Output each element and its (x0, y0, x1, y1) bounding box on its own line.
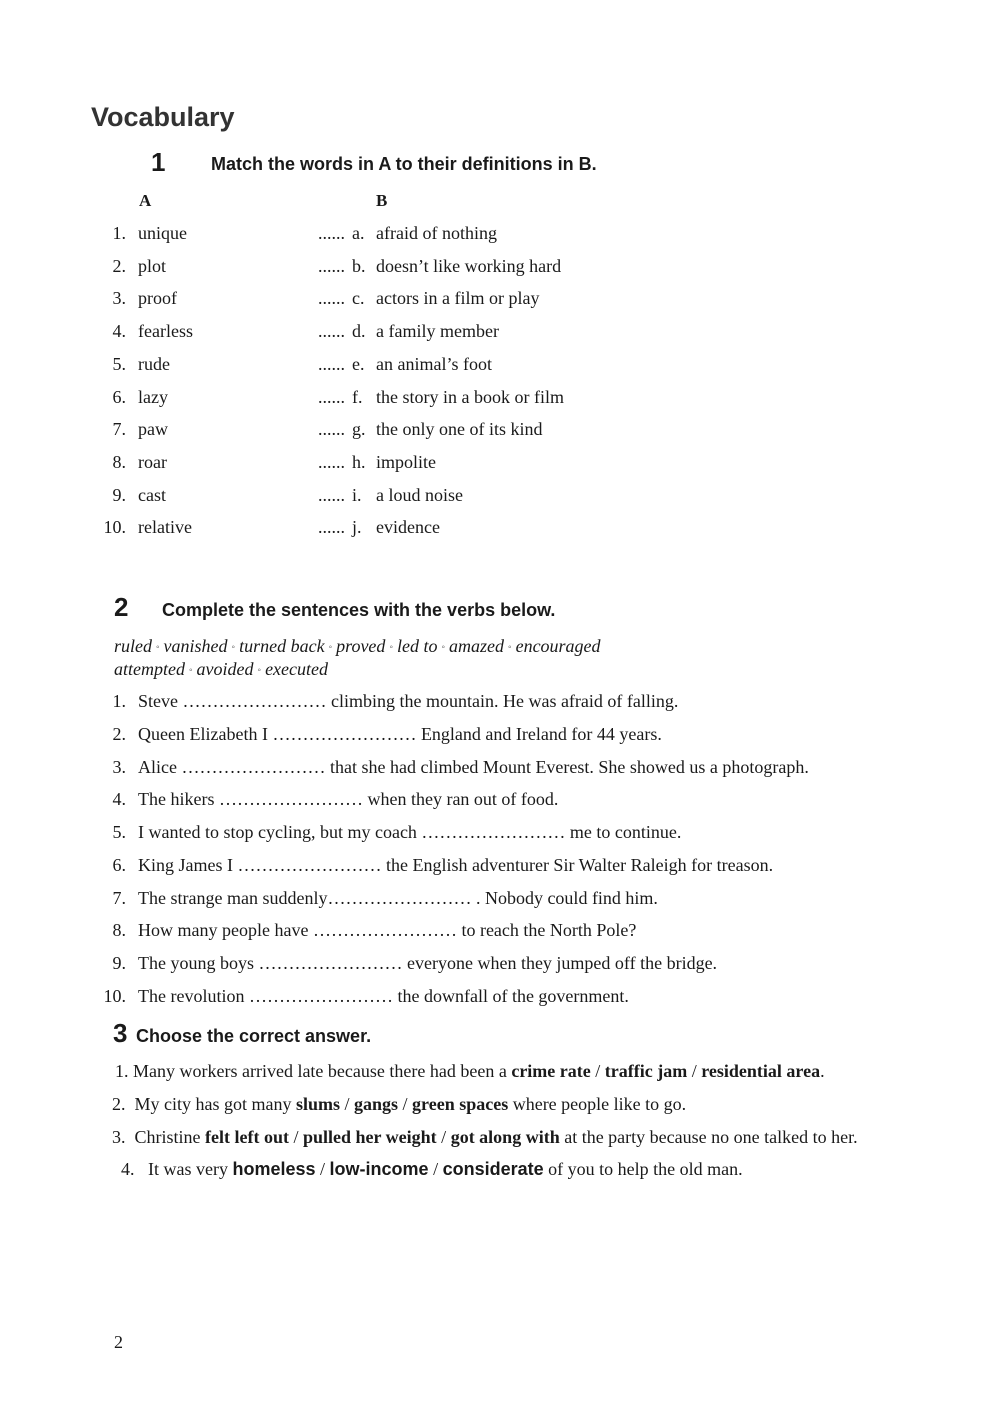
definition: impolite (376, 452, 436, 472)
sentence-number: 5. (112, 822, 126, 842)
question-text-after: at the party because no one talked to her. (564, 1127, 858, 1147)
matching-row (0, 517, 1000, 541)
matching-row (0, 387, 1000, 411)
option-separator: / (344, 1094, 350, 1114)
option-separator: / (691, 1061, 697, 1081)
verb: amazed (449, 636, 505, 656)
definition: the story in a book or film (376, 387, 564, 407)
option-separator: / (441, 1127, 447, 1147)
separator-icon: ◦ (389, 642, 393, 653)
sentence-text: How many people have …………………… to reach the North Pole? (138, 920, 637, 940)
answer-blank[interactable]: ...... (318, 387, 345, 407)
word: relative (138, 517, 192, 537)
row-number: 7. (112, 419, 126, 439)
verb: avoided (196, 659, 254, 679)
answer-option[interactable]: slums (295, 1094, 340, 1114)
answer-blank[interactable]: ...... (318, 223, 345, 243)
answer-blank[interactable]: ...... (318, 354, 345, 374)
exercise-3-number: 3 (113, 1018, 128, 1048)
row-number: 2. (112, 256, 126, 276)
matching-row (0, 288, 1000, 312)
answer-option[interactable]: traffic jam (604, 1061, 688, 1081)
question-text-before: My city has got many (134, 1094, 292, 1114)
sentence-row (0, 822, 1000, 846)
word: roar (138, 452, 167, 472)
definition: actors in a film or play (376, 288, 540, 308)
sentence-row (0, 789, 1000, 813)
sentence-number: 8. (112, 920, 126, 940)
option-separator: / (320, 1159, 326, 1179)
matching-row (0, 223, 1000, 247)
question-text-before: Many workers arrived late because there had been a (133, 1061, 507, 1081)
row-number: 6. (112, 387, 126, 407)
row-number: 3. (112, 288, 126, 308)
sentence-text: The revolution …………………… the downfall of the government. (138, 986, 629, 1006)
definition-letter: f. (352, 387, 363, 407)
verb: encouraged (515, 636, 601, 656)
separator-icon: ◦ (328, 642, 333, 653)
verb-box-line-2 (114, 659, 328, 680)
answer-blank[interactable]: ...... (318, 419, 345, 439)
word: fearless (138, 321, 193, 341)
definition: an animal’s foot (376, 354, 492, 374)
question-row (115, 1061, 825, 1082)
word: paw (138, 419, 168, 439)
sentence-number: 2. (112, 724, 126, 744)
sentence-row (0, 757, 1000, 781)
verb: proved (336, 636, 386, 656)
verb: executed (265, 659, 329, 679)
sentence-text: I wanted to stop cycling, but my coach …………………… me to continue. (138, 822, 682, 842)
option-separator: / (595, 1061, 601, 1081)
sentence-number: 7. (112, 888, 126, 908)
word: cast (138, 485, 166, 505)
sentence-text: The strange man suddenly…………………… . Nobody could find him. (138, 888, 658, 908)
exercise-3-instruction: Choose the correct answer. (136, 1026, 372, 1046)
separator-icon: ◦ (441, 642, 446, 653)
sentence-row (0, 855, 1000, 879)
sentence-row (0, 953, 1000, 977)
question-row (112, 1127, 858, 1148)
separator-icon: ◦ (188, 665, 193, 676)
question-text-after: where people like to go. (512, 1094, 687, 1114)
sentence-number: 4. (112, 789, 126, 809)
verb: attempted (114, 659, 185, 679)
answer-option[interactable]: crime rate (511, 1061, 591, 1081)
row-number: 9. (112, 485, 126, 505)
answer-blank[interactable]: ...... (318, 256, 345, 276)
definition-letter: h. (352, 452, 366, 472)
sentence-row (0, 691, 1000, 715)
column-b-heading: B (376, 191, 388, 210)
sentence-text: King James I …………………… the English adventurer Sir Walter Raleigh for treason. (138, 855, 774, 875)
exercise-1-number: 1 (151, 147, 166, 177)
sentence-number: 10. (103, 986, 126, 1006)
question-text-before: Christine (134, 1127, 201, 1147)
answer-option[interactable]: felt left out (205, 1127, 289, 1147)
answer-blank[interactable]: ...... (318, 288, 345, 308)
definition-letter: j. (352, 517, 362, 537)
question-text-after: . (820, 1061, 825, 1081)
answer-option[interactable]: homeless (232, 1159, 316, 1179)
exercise-1-instruction: Match the words in A to their definitions in B. (211, 154, 597, 174)
row-number: 8. (112, 452, 126, 472)
word: rude (138, 354, 170, 374)
verb: turned back (239, 636, 325, 656)
option-separator: / (402, 1094, 408, 1114)
definition: evidence (376, 517, 440, 537)
verb: vanished (163, 636, 228, 656)
sentence-number: 3. (112, 757, 126, 777)
definition-letter: c. (352, 288, 365, 308)
definition-letter: g. (352, 419, 366, 439)
matching-row (0, 485, 1000, 509)
definition: doesn’t like working hard (376, 256, 562, 276)
answer-option[interactable]: got along with (450, 1127, 560, 1147)
answer-blank[interactable]: ...... (318, 517, 345, 537)
definition: afraid of nothing (376, 223, 497, 243)
question-number: 2. (112, 1094, 126, 1114)
verb-box-line-1 (114, 636, 601, 657)
question-row (121, 1159, 743, 1180)
answer-blank[interactable]: ...... (318, 452, 345, 472)
exercise-2-number: 2 (114, 592, 129, 622)
page-title: Vocabulary (91, 102, 235, 132)
answer-option[interactable]: gangs (354, 1094, 399, 1114)
definition-letter: e. (352, 354, 365, 374)
sentence-text: The young boys …………………… everyone when they jumped off the bridge. (138, 953, 718, 973)
definition: a loud noise (376, 485, 463, 505)
word: plot (138, 256, 167, 276)
question-number: 3. (112, 1127, 126, 1147)
sentence-row (0, 724, 1000, 748)
row-number: 4. (112, 321, 126, 341)
definition-letter: i. (352, 485, 362, 505)
answer-blank[interactable]: ...... (318, 485, 345, 505)
question-row (112, 1094, 686, 1115)
sentence-row (0, 986, 1000, 1010)
matching-row (0, 354, 1000, 378)
answer-blank[interactable]: ...... (318, 321, 345, 341)
word: lazy (138, 387, 168, 407)
word: unique (138, 223, 187, 243)
row-number: 10. (103, 517, 126, 537)
separator-icon: ◦ (257, 665, 262, 676)
sentence-text: Queen Elizabeth I …………………… England and Ireland for 44 years. (138, 724, 662, 744)
definition-letter: b. (352, 256, 366, 276)
answer-option[interactable]: residential area (701, 1061, 821, 1081)
definition-letter: a. (352, 223, 365, 243)
sentence-text: Steve …………………… climbing the mountain. He was afraid of falling. (138, 691, 679, 711)
definition: the only one of its kind (376, 419, 543, 439)
definition-letter: d. (352, 321, 366, 341)
sentence-number: 6. (112, 855, 126, 875)
sentence-number: 9. (112, 953, 126, 973)
question-text-after: of you to help the old man. (548, 1159, 743, 1179)
row-number: 1. (112, 223, 126, 243)
answer-option[interactable]: considerate (442, 1159, 544, 1179)
answer-option[interactable]: low-income (329, 1159, 429, 1179)
verb: ruled (114, 636, 152, 656)
option-separator: / (293, 1127, 299, 1147)
option-separator: / (433, 1159, 439, 1179)
word: proof (138, 288, 177, 308)
matching-row (0, 419, 1000, 443)
sentence-row (0, 888, 1000, 912)
column-a-heading: A (139, 191, 152, 210)
question-number: 4. (121, 1159, 135, 1179)
definition: a family member (376, 321, 499, 341)
separator-icon: ◦ (231, 642, 236, 653)
sentence-number: 1. (112, 691, 126, 711)
matching-row (0, 452, 1000, 476)
separator-icon: ◦ (156, 642, 160, 653)
answer-option[interactable]: green spaces (412, 1094, 509, 1114)
sentence-row (0, 920, 1000, 944)
question-number: 1. (115, 1061, 129, 1081)
sentence-text: Alice …………………… that she had climbed Mount Everest. She showed us a photograph. (138, 757, 809, 777)
page-number: 2 (114, 1332, 123, 1352)
matching-row (0, 256, 1000, 280)
question-text-before: It was very (148, 1159, 228, 1179)
exercise-2-instruction: Complete the sentences with the verbs below. (162, 600, 556, 620)
row-number: 5. (112, 354, 126, 374)
matching-row (0, 321, 1000, 345)
sentence-text: The hikers …………………… when they ran out of food. (138, 789, 559, 809)
verb: led to (396, 636, 438, 656)
answer-option[interactable]: pulled her weight (302, 1127, 437, 1147)
separator-icon: ◦ (508, 642, 512, 653)
